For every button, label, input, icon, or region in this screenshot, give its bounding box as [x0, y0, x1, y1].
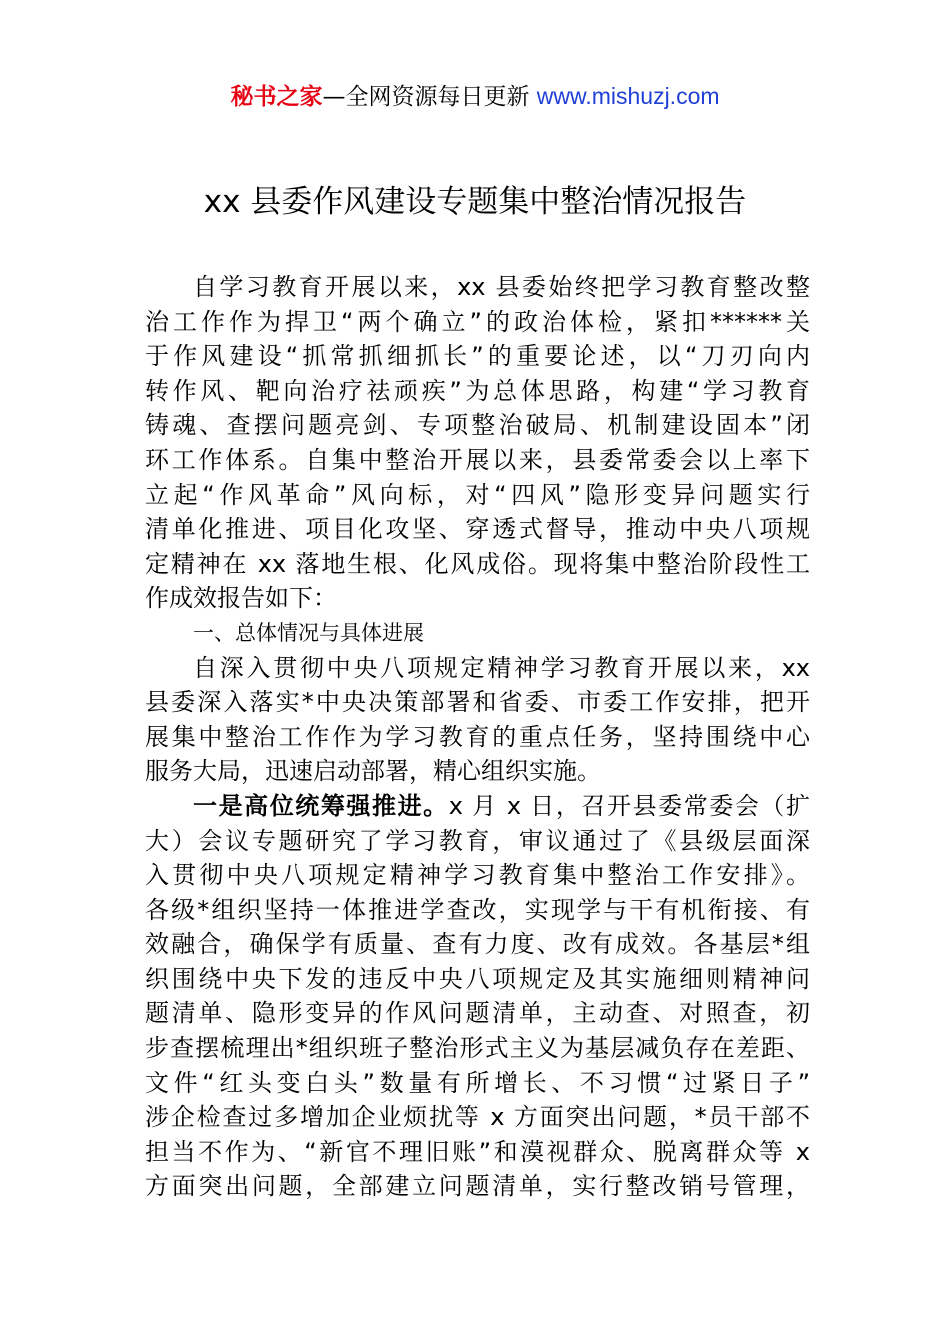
paragraph-line: 自深入贯彻中央八项规定精神学习教育开展以来，xx — [193, 653, 810, 682]
paragraph-line: 方面突出问题，全部建立问题清单，实行整改销号管理， — [145, 1172, 810, 1201]
paragraph-line: 定精神在 xx 落地生根、化风成俗。现将集中整治阶段性工 — [145, 549, 810, 578]
paragraph-lead-rest: x 月 x 日，召开县委常委会（扩 — [448, 791, 811, 820]
site-header — [0, 80, 950, 113]
document-title: xx 县委作风建设专题集中整治情况报告 — [203, 184, 747, 220]
paragraph-line: 治工作作为捍卫“两个确立”的政治体检，紧扣******关 — [145, 307, 810, 336]
paragraph-line: 转作风、靶向治疗祛顽疾”为总体思路，构建“学习教育 — [145, 376, 810, 405]
paragraph-line: 担当不作为、“新官不理旧账”和漠视群众、脱离群众等 x — [145, 1137, 810, 1166]
paragraph-line: 织围绕中央下发的违反中央八项规定及其实施细则精神问 — [145, 964, 810, 993]
paragraph-line: 自学习教育开展以来，xx 县委始终把学习教育整改整 — [193, 273, 810, 301]
paragraph-line: 步查摆梳理出*组织班子整治形式主义为基层减负存在差距、 — [145, 1034, 810, 1063]
paragraph-line: 于作风建设“抓常抓细抓长”的重要论述，以“刀刃向内 — [145, 342, 810, 371]
section-heading: 一、总体情况与具体进展 — [193, 620, 424, 645]
paragraph-line — [145, 789, 810, 824]
paragraph-line: 清单化推进、项目化攻坚、穿透式督导，推动中央八项规 — [145, 515, 810, 544]
paragraph-line: 服务大局，迅速启动部署，精心组织实施。 — [145, 757, 601, 786]
paragraph-line: 铸魂、查摆问题亮剑、专项整治破局、机制建设固本”闭 — [145, 411, 810, 440]
paragraph-line: 文件“红头变白头”数量有所增长、不习惯“过紧日子” — [145, 1068, 810, 1097]
site-brand: 秘书之家 — [230, 84, 323, 110]
paragraph-line: 作成效报告如下： — [145, 584, 337, 613]
paragraph-line: 入贯彻中央八项规定精神学习教育集中整治工作安排》。 — [145, 861, 810, 890]
paragraph-line: 涉企检查过多增加企业烦扰等 x 方面突出问题，*员干部不 — [145, 1103, 810, 1132]
paragraph-intro — [145, 270, 810, 616]
paragraph-point-one — [145, 789, 810, 1204]
paragraph-line: 展集中整治工作作为学习教育的重点任务，坚持围绕中心 — [145, 722, 810, 751]
paragraph-line: 各级*组织坚持一体推进学查改，实现学与干有机衔接、有 — [145, 895, 810, 924]
document-body — [145, 270, 810, 1204]
site-url-link[interactable]: www.mishuzj.com — [536, 83, 720, 109]
paragraph-line: 大）会议专题研究了学习教育，审议通过了《县级层面深 — [145, 826, 810, 855]
paragraph-lead: 一是高位统筹强推进。 — [193, 791, 449, 820]
paragraph-line: 题清单、隐形变异的作风问题清单，主动查、对照查，初 — [145, 999, 810, 1028]
paragraph-line: 立起“作风革命”风向标，对“四风”隐形变异问题实行 — [145, 480, 810, 509]
paragraph-line: 效融合，确保学有质量、查有力度、改有成效。各基层*组 — [145, 930, 810, 959]
paragraph-line: 环工作体系。自集中整治开展以来，县委常委会以上率下 — [145, 445, 810, 474]
site-slogan: —全网资源每日更新 — [322, 84, 530, 110]
paragraph-overview — [145, 651, 810, 789]
paragraph-line: 县委深入落实*中央决策部署和省委、市委工作安排，把开 — [145, 688, 810, 717]
